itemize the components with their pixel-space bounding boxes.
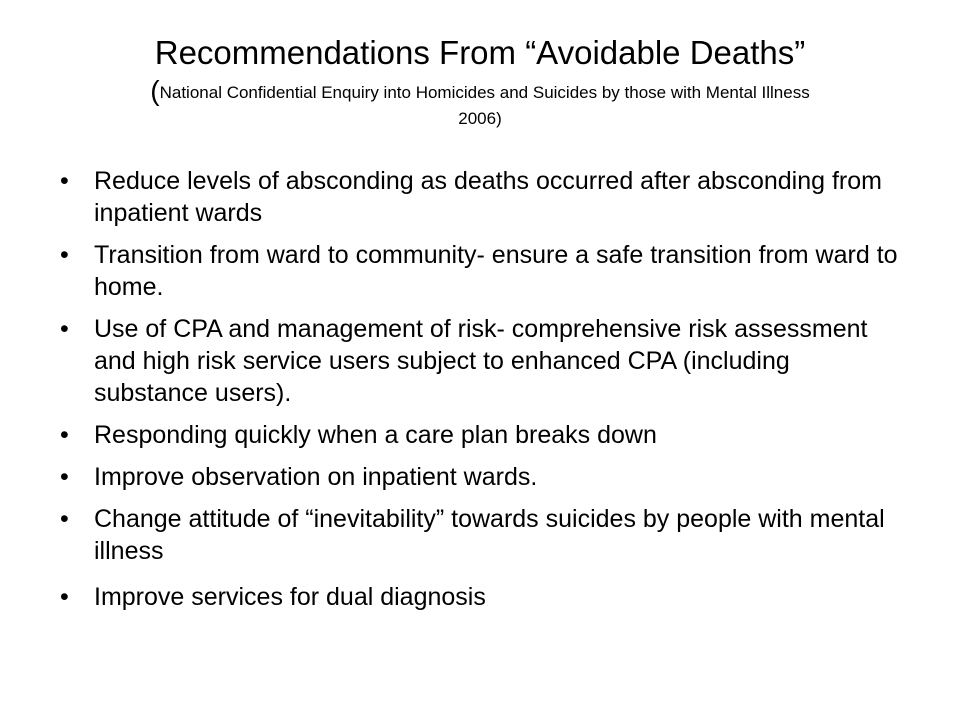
list-item bbox=[60, 239, 900, 303]
list-item bbox=[60, 419, 900, 451]
title-sub-text: National Confidential Enquiry into Homicides and Suicides by those with Mental Illness 2006) bbox=[159, 83, 810, 128]
bullet-text: Reduce levels of absconding as deaths occurred after absconding from inpatient wards bbox=[94, 167, 882, 227]
list-item bbox=[60, 313, 900, 409]
list-item bbox=[60, 461, 900, 493]
list-item bbox=[60, 581, 900, 613]
bullet-dot-icon: • bbox=[60, 167, 69, 195]
title-source-citation bbox=[60, 75, 900, 132]
bullet-dot-icon: • bbox=[60, 421, 69, 449]
bullet-dot-icon: • bbox=[60, 241, 69, 269]
bullet-dot-icon: • bbox=[60, 583, 69, 611]
list-item bbox=[60, 503, 900, 567]
bullet-text: Use of CPA and management of risk- comprehensive risk assessment and high risk service users subject to enhanced CPA (including substance users). bbox=[94, 315, 868, 407]
bullet-dot-icon: • bbox=[60, 505, 69, 533]
list-item bbox=[60, 165, 900, 229]
bullet-text: Improve observation on inpatient wards. bbox=[94, 463, 538, 491]
title-sub-open-paren: ( bbox=[150, 75, 160, 106]
bullet-dot-icon: • bbox=[60, 315, 69, 343]
slide-title bbox=[60, 34, 900, 132]
title-main: Recommendations From “Avoidable Deaths” bbox=[154, 34, 806, 71]
bullet-text: Change attitude of “inevitability” towards suicides by people with mental illness bbox=[94, 505, 885, 565]
bullet-dot-icon: • bbox=[60, 463, 69, 491]
recommendation-list bbox=[60, 165, 900, 623]
bullet-text: Transition from ward to community- ensure a safe transition from ward to home. bbox=[94, 241, 898, 301]
bullet-text: Improve services for dual diagnosis bbox=[94, 583, 486, 611]
bullet-text: Responding quickly when a care plan breaks down bbox=[94, 421, 657, 449]
